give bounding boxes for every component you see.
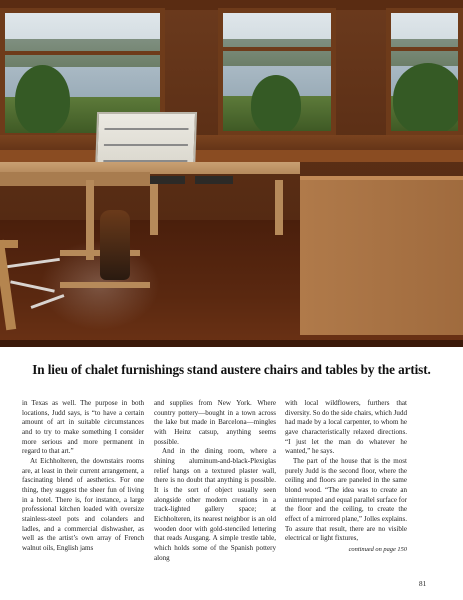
- paragraph: with local wildflowers, furthers that diversity. So do the side chairs, which Judd had made by a local carpenter, to whom he gave characteristically relaxed directions. “I just let the man do whatever he wanted,” he says.: [285, 399, 407, 456]
- window-middle: [218, 8, 336, 136]
- paragraph: in Texas as well. The purpose in both locations, Judd says, is “to have a certain amount of art in suitable circumstances and to try to make something I consider more serious and more permanent in regard to that art.”: [22, 399, 144, 456]
- text-column-2: [154, 399, 276, 563]
- book: [195, 176, 233, 184]
- book: [150, 176, 185, 184]
- text-column-3: [285, 399, 407, 555]
- paragraph: The part of the house that is the most purely Judd is the second floor, where the ceiling and floors are paneled in the same blond wood. “The idea was to create an uninterrupted and equal parallel surface for the floor and the ceiling, to create the effect of a mirrored plane,” Jolles explains. To assure that result, there are no visible electrical or light fixtures,: [285, 456, 407, 543]
- floor-vase: [100, 210, 130, 280]
- paragraph: and supplies from New York. Where country pottery—bought in a town across the lake but made in Barcelona—mingles with Heinz catsup, anything seems possible.: [154, 399, 276, 446]
- paragraph: At Eichholteren, the downstairs rooms are, at least in their current arrangement, a fascinating blend of aesthetics. For one thing, they suggest the sheer fun of living in a hotel. There is, for instance, a large professional kitchen loaded with oversize stainless-steel pots and colanders and ladles, and a commercial dishwasher, as well as the artist’s own array of French walnut oils, English jams: [22, 456, 144, 552]
- tree: [393, 63, 463, 135]
- paragraph: And in the dining room, where a shining aluminum-and-black-Plexiglas relief hangs on a textured plaster wall, there is no doubt that anything is possible. It is the sort of object usually seen alongside other modern creations in a track-lighted gallery space; at Eichholteren, its nearest neighbor is an old wooden door with gold-stenciled lettering that reads Ausgang. A simple trestle table, which holds some of the Spanish pottery along: [154, 447, 276, 562]
- window-right: [386, 8, 463, 136]
- photo-caption: In lieu of chalet furnishings stand austere chairs and tables by the artist.: [32, 362, 431, 377]
- continued-note: continued on page 150: [348, 545, 407, 553]
- tree: [251, 75, 301, 135]
- text-column-1: [22, 399, 144, 554]
- tree: [15, 65, 70, 135]
- wall-ledge: [0, 150, 463, 162]
- page-number: 81: [419, 580, 427, 588]
